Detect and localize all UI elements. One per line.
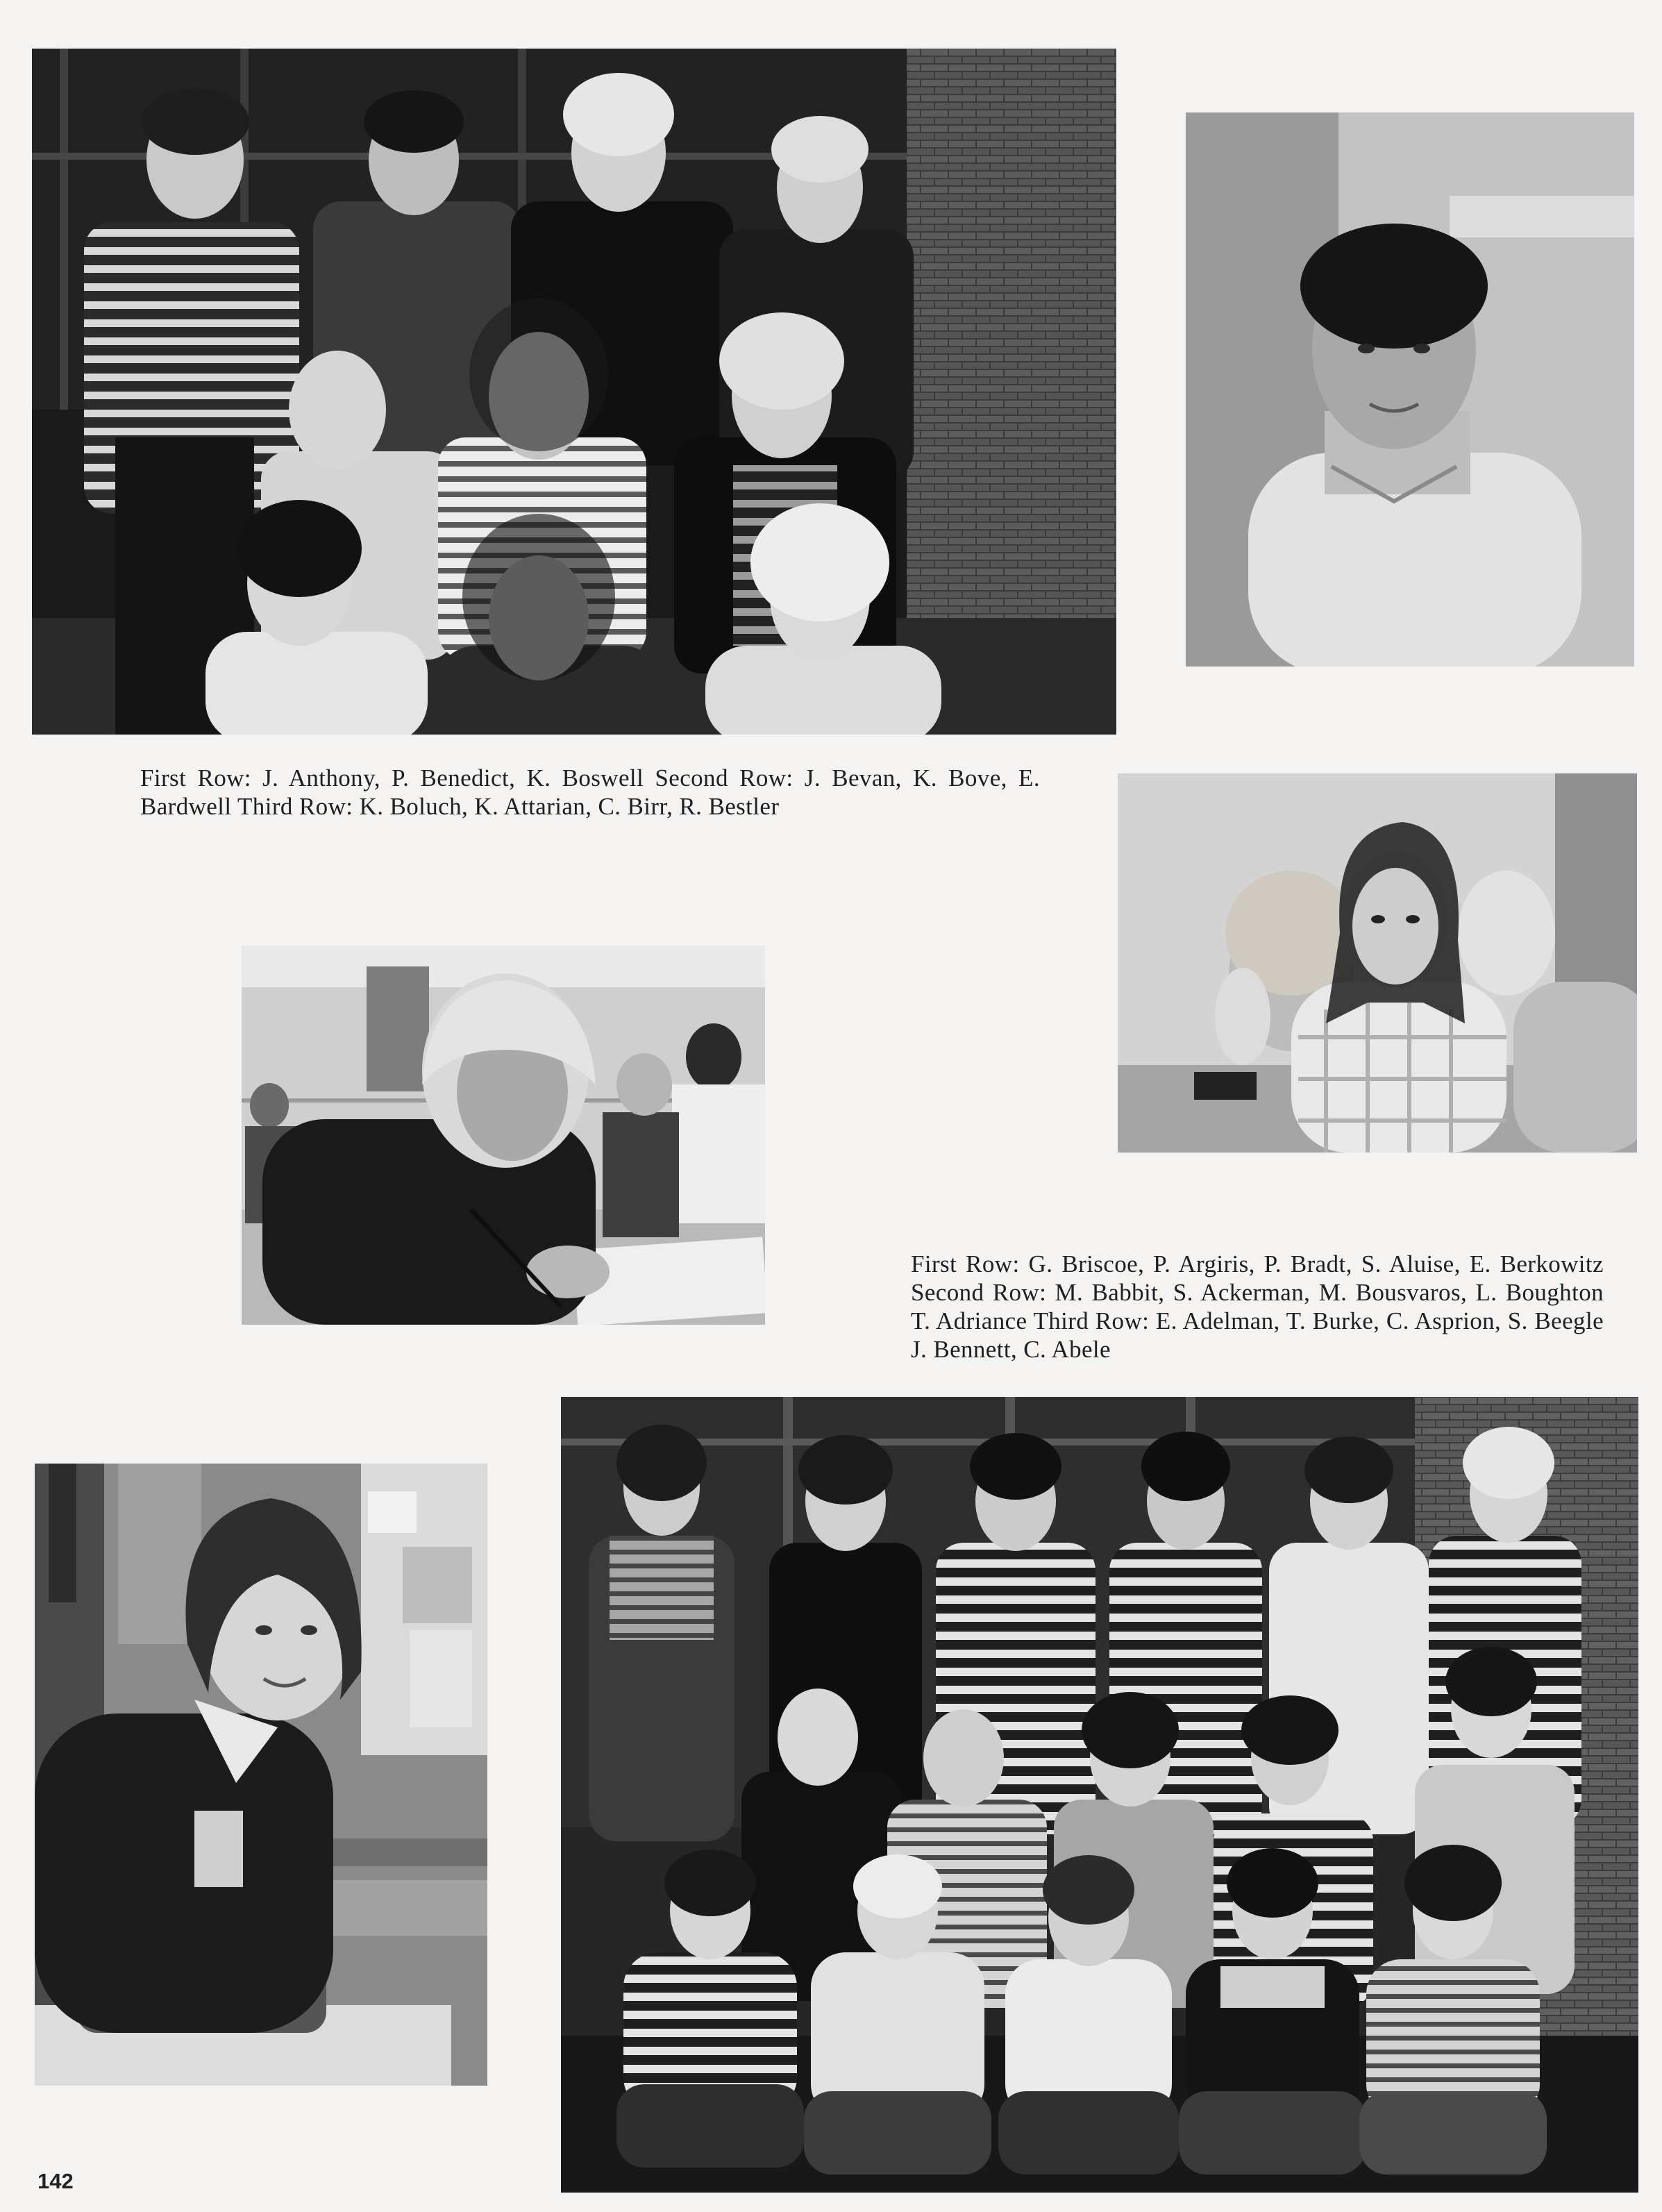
group-photo-first [32,49,1116,735]
group-photo-second [561,1397,1638,2193]
caption-group-two: First Row: G. Briscoe, P. Argiris, P. Bradt, S. Aluise, E. Berkowitz Second Row: M. Babbit, S. Ackerman, M. Bousvaros, L. Boughton T. Adriance Third Row: E. Adelman, T. Burke, C. Asprion, S. Beegle J. Bennett, C. Abele [911,1250,1604,1363]
candid-photo-girl [1118,773,1637,1153]
portrait-photo-girl-desk [35,1464,487,2086]
page-number: 142 [37,2169,74,2193]
caption-group-one: First Row: J. Anthony, P. Benedict, K. Boswell Second Row: J. Bevan, K. Bove, E. Bardwell Third Row: K. Boluch, K. Attarian, C. Birr, R. Bestler [140,764,1040,820]
portrait-photo-boy [1186,112,1634,667]
candid-photo-boy-writing [242,946,765,1325]
